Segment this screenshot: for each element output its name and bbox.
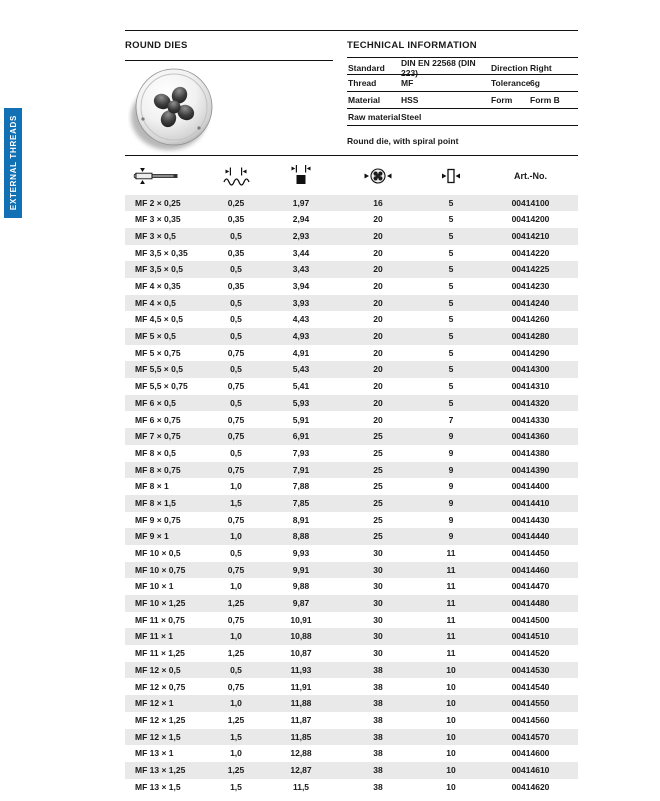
table-cell: 0,25: [227, 197, 245, 208]
chapter-tab-external-threads: [4, 108, 22, 218]
table-cell: 12,88: [290, 748, 312, 759]
table-cell: 5: [448, 347, 454, 358]
table-row: [125, 578, 578, 595]
technical-information-title: TECHNICAL INFORMATION: [347, 40, 578, 58]
table-row: [125, 712, 578, 729]
table-cell: 7,88: [292, 481, 310, 492]
table-cell: 00414480: [511, 598, 550, 609]
table-cell: 00414240: [511, 297, 550, 308]
table-cell: 20: [373, 331, 383, 342]
table-cell: 0,5: [230, 331, 242, 342]
table-cell: 10: [446, 748, 456, 759]
table-cell: MF 10 × 1,25: [135, 598, 186, 609]
table-cell: 38: [373, 764, 383, 775]
table-cell: 11: [446, 581, 456, 592]
table-cell: 00414100: [511, 197, 550, 208]
table-cell: 3,43: [292, 264, 310, 275]
table-cell: 10,88: [290, 631, 312, 642]
table-cell: 20: [373, 314, 383, 325]
table-cell: 00414560: [511, 714, 550, 725]
table-cell: MF 5,5 × 0,5: [135, 364, 183, 375]
table-cell: 4,91: [292, 347, 310, 358]
tech-row-standard: [347, 58, 578, 78]
table-cell: 1,0: [230, 481, 242, 492]
table-cell: 00414440: [511, 531, 550, 542]
table-cell: MF 9 × 1: [135, 531, 169, 542]
table-cell: MF 9 × 0,75: [135, 514, 181, 525]
table-cell: 00414620: [511, 781, 550, 792]
table-cell: 1,97: [292, 197, 310, 208]
table-cell: 00414530: [511, 664, 550, 675]
table-cell: 2,93: [292, 230, 310, 241]
table-row: [125, 512, 578, 529]
table-cell: 10: [446, 764, 456, 775]
table-cell: 11: [446, 631, 456, 642]
table-row: [125, 228, 578, 245]
table-cell: 10: [446, 731, 456, 742]
table-cell: 1,0: [230, 748, 242, 759]
table-cell: 11: [446, 648, 456, 659]
table-cell: 1,25: [227, 714, 245, 725]
table-cell: 5,43: [292, 364, 310, 375]
table-cell: MF 11 × 1: [135, 631, 174, 642]
table-row: [125, 328, 578, 345]
table-cell: 16: [373, 197, 383, 208]
table-cell: 38: [373, 698, 383, 709]
table-row: [125, 245, 578, 262]
tech-value: MF: [401, 77, 414, 88]
round-die-illustration: [128, 64, 220, 156]
table-row: [125, 211, 578, 228]
table-cell: 25: [373, 497, 383, 508]
table-cell: 38: [373, 748, 383, 759]
table-cell: 00414610: [511, 764, 550, 775]
table-row: [125, 762, 578, 779]
table-cell: 11,88: [290, 698, 312, 709]
table-cell: 00414200: [511, 214, 550, 225]
table-cell: MF 12 × 1,25: [135, 714, 186, 725]
table-cell: 7,93: [292, 447, 310, 458]
table-cell: 0,35: [227, 247, 245, 258]
table-cell: 0,75: [227, 381, 245, 392]
table-row: [125, 645, 578, 662]
table-cell: MF 10 × 1: [135, 581, 174, 592]
artno-column-header: Art.-No.: [514, 170, 547, 181]
product-description: Round die, with spiral point: [347, 135, 459, 146]
table-cell: 0,75: [227, 414, 245, 425]
table-cell: MF 5 × 0,5: [135, 331, 176, 342]
table-cell: MF 13 × 1,25: [135, 764, 186, 775]
table-cell: 9: [448, 431, 454, 442]
table-row: [125, 411, 578, 428]
section-header: [125, 40, 333, 61]
table-cell: 3,44: [292, 247, 310, 258]
table-cell: 5: [448, 314, 454, 325]
table-cell: 11,91: [290, 681, 312, 692]
table-cell: 0,5: [230, 230, 242, 241]
table-cell: MF 6 × 0,5: [135, 397, 176, 408]
table-cell: 00414430: [511, 514, 550, 525]
table-row: [125, 745, 578, 762]
table-cell: MF 2 × 0,25: [135, 197, 181, 208]
table-row: [125, 428, 578, 445]
table-cell: 2,94: [292, 214, 310, 225]
die-height-icon: [438, 167, 464, 185]
table-cell: 9: [448, 481, 454, 492]
table-cell: 00414310: [511, 381, 550, 392]
table-cell: 00414360: [511, 431, 550, 442]
table-cell: 4,93: [292, 331, 310, 342]
table-cell: MF 12 × 0,75: [135, 681, 186, 692]
table-cell: 5: [448, 364, 454, 375]
table-cell: 00414510: [511, 631, 550, 642]
table-cell: 5: [448, 397, 454, 408]
table-cell: MF 8 × 0,5: [135, 447, 176, 458]
table-cell: 20: [373, 414, 383, 425]
technical-information: [347, 40, 578, 146]
table-cell: 30: [373, 648, 383, 659]
table-cell: 00414300: [511, 364, 550, 375]
table-cell: 30: [373, 598, 383, 609]
table-cell: MF 7 × 0,75: [135, 431, 181, 442]
chapter-tab-label: EXTERNAL THREADS: [8, 115, 18, 211]
table-cell: 00414410: [511, 497, 550, 508]
table-cell: MF 11 × 0,75: [135, 614, 185, 625]
table-cell: 25: [373, 447, 383, 458]
pitch-icon: [221, 166, 251, 186]
table-cell: 1,5: [230, 731, 242, 742]
table-cell: MF 8 × 1: [135, 481, 169, 492]
table-cell: 12,87: [290, 764, 312, 775]
table-cell: 5: [448, 247, 454, 258]
table-cell: 30: [373, 548, 383, 559]
table-cell: 30: [373, 614, 383, 625]
table-cell: 30: [373, 581, 383, 592]
table-row: [125, 195, 578, 212]
table-cell: 5: [448, 264, 454, 275]
top-rule: [125, 30, 578, 31]
table-cell: 5: [448, 281, 454, 292]
table-cell: 9,87: [292, 598, 310, 609]
table-cell: 0,35: [227, 281, 245, 292]
table-cell: 0,5: [230, 364, 242, 375]
table-cell: 00414220: [511, 247, 550, 258]
tech-row-material: [347, 92, 578, 109]
table-cell: 0,75: [227, 681, 245, 692]
table-cell: 20: [373, 214, 383, 225]
table-row: [125, 278, 578, 295]
table-cell: 0,5: [230, 397, 242, 408]
table-cell: MF 4 × 0,35: [135, 281, 181, 292]
table-cell: MF 5,5 × 0,75: [135, 381, 188, 392]
tech-label: Form: [491, 94, 513, 105]
table-cell: 1,25: [227, 598, 245, 609]
tech-label: Raw material: [348, 111, 401, 122]
table-cell: 11,85: [290, 731, 312, 742]
table-cell: 20: [373, 347, 383, 358]
table-cell: 25: [373, 531, 383, 542]
tech-label: Material: [348, 94, 381, 105]
table-cell: 5,41: [292, 381, 310, 392]
table-cell: 38: [373, 731, 383, 742]
product-table-body: [125, 195, 578, 796]
table-row: [125, 562, 578, 579]
table-cell: 7,85: [292, 497, 310, 508]
table-cell: 1,0: [230, 631, 242, 642]
table-cell: 9,88: [292, 581, 310, 592]
table-cell: 00414330: [511, 414, 550, 425]
tech-label: Thread: [348, 77, 377, 88]
table-row: [125, 729, 578, 746]
table-row: [125, 361, 578, 378]
table-cell: MF 13 × 1,5: [135, 781, 181, 792]
table-cell: MF 3 × 0,35: [135, 214, 181, 225]
table-cell: 0,75: [227, 347, 245, 358]
table-cell: 30: [373, 631, 383, 642]
table-top-rule: [125, 155, 578, 156]
table-cell: 1,0: [230, 581, 242, 592]
table-cell: 11: [446, 598, 456, 609]
table-cell: 10: [446, 664, 456, 675]
table-cell: 0,5: [230, 664, 242, 675]
table-cell: 0,5: [230, 314, 242, 325]
table-row: [125, 678, 578, 695]
tech-value: DIN EN 22568 (DIN 223): [401, 58, 476, 78]
round-die-photo: [128, 64, 220, 161]
table-cell: 0,75: [227, 564, 245, 575]
table-cell: 00414260: [511, 314, 550, 325]
table-cell: 20: [373, 297, 383, 308]
table-cell: 9: [448, 514, 454, 525]
table-cell: 25: [373, 514, 383, 525]
table-cell: MF 11 × 1,25: [135, 648, 185, 659]
table-cell: 4,43: [292, 314, 310, 325]
table-cell: 7,91: [292, 464, 310, 475]
table-cell: MF 3,5 × 0,35: [135, 247, 188, 258]
table-cell: 8,88: [292, 531, 310, 542]
drill-hole-diameter-icon: [286, 165, 316, 187]
tech-value: Steel: [401, 111, 422, 122]
table-cell: 11,87: [290, 714, 312, 725]
table-cell: 9: [448, 497, 454, 508]
table-cell: 38: [373, 781, 383, 792]
tech-label: Standard: [348, 63, 385, 73]
table-cell: 8,91: [292, 514, 310, 525]
table-cell: 0,5: [230, 297, 242, 308]
tech-value: Right: [530, 63, 552, 73]
table-cell: 00414520: [511, 648, 550, 659]
table-cell: 00414400: [511, 481, 550, 492]
table-cell: MF 13 × 1: [135, 748, 174, 759]
table-cell: 10,91: [290, 614, 312, 625]
tech-value: 6g: [530, 77, 540, 88]
table-cell: 11: [446, 614, 456, 625]
table-cell: 20: [373, 397, 383, 408]
table-cell: MF 12 × 1: [135, 698, 174, 709]
table-row: [125, 545, 578, 562]
table-cell: 20: [373, 364, 383, 375]
table-cell: 5: [448, 331, 454, 342]
table-row: [125, 695, 578, 712]
table-cell: 0,75: [227, 431, 245, 442]
thread-size-icon: [125, 166, 179, 186]
table-cell: 10,87: [290, 648, 312, 659]
table-cell: MF 3,5 × 0,5: [135, 264, 183, 275]
table-cell: 20: [373, 230, 383, 241]
table-cell: 3,94: [292, 281, 310, 292]
page-title: ROUND DIES: [125, 40, 188, 51]
table-cell: 20: [373, 281, 383, 292]
table-cell: 7: [448, 414, 454, 425]
die-outer-diameter-icon: [362, 167, 394, 185]
table-row: [125, 261, 578, 278]
table-cell: 0,75: [227, 514, 245, 525]
table-cell: 00414540: [511, 681, 550, 692]
table-row: [125, 378, 578, 395]
table-cell: 0,75: [227, 614, 245, 625]
table-cell: 5: [448, 230, 454, 241]
table-cell: 10: [446, 781, 456, 792]
table-cell: 00414230: [511, 281, 550, 292]
table-cell: 38: [373, 664, 383, 675]
table-cell: MF 4 × 0,5: [135, 297, 176, 308]
table-cell: 11: [446, 564, 456, 575]
table-cell: 9: [448, 447, 454, 458]
table-cell: MF 8 × 0,75: [135, 464, 181, 475]
table-cell: 00414570: [511, 731, 550, 742]
table-cell: 10: [446, 714, 456, 725]
tech-value: HSS: [401, 94, 419, 105]
table-cell: 00414320: [511, 397, 550, 408]
table-cell: 9,91: [292, 564, 310, 575]
table-cell: 00414470: [511, 581, 550, 592]
table-row: [125, 478, 578, 495]
table-cell: 0,5: [230, 447, 242, 458]
table-cell: 00414550: [511, 698, 550, 709]
table-row: [125, 395, 578, 412]
tech-row-thread: [347, 75, 578, 92]
table-cell: 5: [448, 214, 454, 225]
table-cell: MF 10 × 0,5: [135, 548, 181, 559]
table-row: [125, 462, 578, 479]
table-cell: 6,91: [292, 431, 310, 442]
table-cell: MF 12 × 0,5: [135, 664, 181, 675]
table-cell: MF 3 × 0,5: [135, 230, 176, 241]
table-cell: 1,25: [227, 764, 245, 775]
table-cell: 20: [373, 381, 383, 392]
table-cell: 1,5: [230, 781, 242, 792]
table-cell: 00414210: [511, 230, 550, 241]
table-cell: 00414290: [511, 347, 550, 358]
table-row: [125, 595, 578, 612]
table-row: [125, 445, 578, 462]
table-cell: 9,93: [292, 548, 310, 559]
table-cell: 20: [373, 247, 383, 258]
table-cell: 10: [446, 698, 456, 709]
table-cell: 1,5: [230, 497, 242, 508]
product-table-header: [125, 157, 578, 194]
table-cell: 38: [373, 681, 383, 692]
tech-label: Direction: [491, 63, 528, 73]
table-cell: 9: [448, 531, 454, 542]
table-cell: MF 12 × 1,5: [135, 731, 181, 742]
table-cell: MF 6 × 0,75: [135, 414, 181, 425]
table-cell: 0,5: [230, 264, 242, 275]
table-cell: 00414600: [511, 748, 550, 759]
table-cell: 30: [373, 564, 383, 575]
table-row: [125, 345, 578, 362]
table-cell: 5: [448, 297, 454, 308]
table-cell: 25: [373, 431, 383, 442]
table-cell: 3,93: [292, 297, 310, 308]
table-cell: 25: [373, 464, 383, 475]
tech-label: Tolerance: [491, 77, 531, 88]
table-cell: 0,35: [227, 214, 245, 225]
table-cell: 11: [446, 548, 456, 559]
table-cell: MF 5 × 0,75: [135, 347, 181, 358]
table-cell: 0,75: [227, 464, 245, 475]
table-cell: 00414500: [511, 614, 550, 625]
table-cell: 9: [448, 464, 454, 475]
table-cell: 1,25: [227, 648, 245, 659]
table-cell: 11,5: [292, 781, 310, 792]
table-cell: 00414280: [511, 331, 550, 342]
table-row: [125, 528, 578, 545]
table-cell: 5,91: [292, 414, 310, 425]
table-cell: 00414390: [511, 464, 550, 475]
table-cell: 5: [448, 197, 454, 208]
table-cell: 1,0: [230, 531, 242, 542]
table-row: [125, 662, 578, 679]
table-cell: 38: [373, 714, 383, 725]
table-cell: MF 8 × 1,5: [135, 497, 176, 508]
table-cell: 00414460: [511, 564, 550, 575]
table-cell: 25: [373, 481, 383, 492]
table-cell: MF 10 × 0,75: [135, 564, 186, 575]
table-cell: 11,93: [290, 664, 312, 675]
table-row: [125, 495, 578, 512]
table-cell: 0,5: [230, 548, 242, 559]
table-cell: 1,0: [230, 698, 242, 709]
table-row: [125, 612, 578, 629]
table-row: [125, 779, 578, 796]
table-cell: 20: [373, 264, 383, 275]
table-cell: 00414225: [511, 264, 550, 275]
table-cell: 10: [446, 681, 456, 692]
table-cell: 5: [448, 381, 454, 392]
table-row: [125, 295, 578, 312]
table-cell: 00414450: [511, 548, 550, 559]
table-cell: MF 4,5 × 0,5: [135, 314, 183, 325]
table-row: [125, 311, 578, 328]
tech-row-raw-material: [347, 109, 578, 126]
table-cell: 00414380: [511, 447, 550, 458]
tech-value: Form B: [530, 94, 560, 105]
table-cell: 5,93: [292, 397, 310, 408]
table-row: [125, 628, 578, 645]
